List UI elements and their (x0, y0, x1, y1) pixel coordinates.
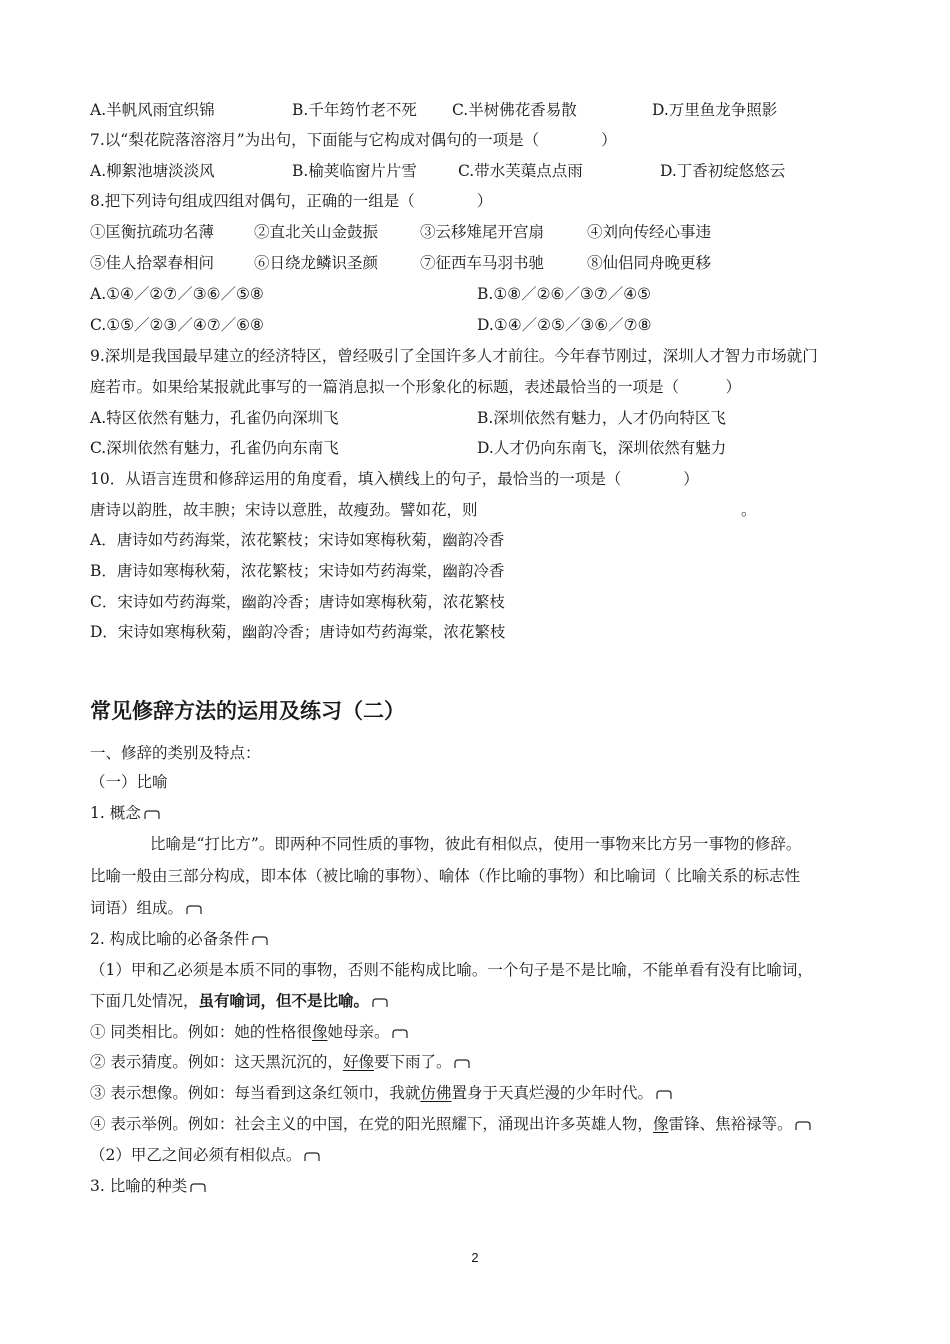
q10-stem: 10．从语言连贯和修辞运用的角度看，填入横线上的句子，最恰当的一项是（ ） (90, 470, 699, 488)
q8-option-d: D.①④／②⑤／③⑥／⑦⑧ (477, 316, 652, 334)
q8-option-b: B.①⑧／②⑥／③⑦／④⑤ (477, 285, 651, 303)
concept-paragraph-line3 (90, 898, 202, 918)
condition1-emphasis: 虽有喻词，但不是比喻。 (198, 992, 370, 1010)
q7-option-c: C.带水芙蕖点点雨 (458, 162, 583, 180)
q7-stem: 7.以“梨花院落溶溶月”为出句，下面能与它构成对偶句的一项是（ ） (90, 131, 617, 149)
condition2-text: （2）甲乙之间必须有相似点。 (90, 1146, 302, 1164)
q10-option-c: C．宋诗如芍药海棠，幽韵冷香；唐诗如寒梅秋菊，浓花繁枝 (90, 593, 505, 611)
q7-option-d: D.丁香初绽悠悠云 (660, 162, 786, 180)
paragraph-mark-icon (795, 1120, 811, 1132)
paragraph-mark-icon (454, 1058, 470, 1070)
q9-stem-line2: 庭若市。如果给某报就此事写的一篇消息拟一个形象化的标题，表述最恰当的一项是（ ） (90, 378, 742, 396)
paragraph-mark-icon (372, 997, 388, 1009)
q9-option-d: D.人才仍向东南飞，深圳依然有魅力 (477, 439, 727, 457)
example-2 (90, 1052, 470, 1072)
q8-item-8: ⑧仙侣同舟晚更移 (587, 254, 712, 272)
condition1-line2-text: 下面几处情况， (90, 992, 199, 1010)
paragraph-mark-icon (186, 904, 202, 916)
q8-item-6: ⑥日绕龙鳞识圣颜 (254, 254, 379, 272)
q10-option-d: D．宋诗如寒梅秋菊，幽韵冷香；唐诗如芍药海棠，浓花繁枝 (90, 623, 506, 641)
q9-stem-line1: 9.深圳是我国最早建立的经济特区，曾经吸引了全国许多人才前往。今年春节刚过，深圳人才智力市场就门 (90, 347, 818, 365)
example-2-post: 要下雨了。 (373, 1053, 452, 1071)
q6-option-a: A.半帆风雨宜织锦 (90, 101, 215, 119)
paragraph-mark-icon (304, 1151, 320, 1163)
q8-option-a: A.①④／②⑦／③⑥／⑤⑧ (90, 285, 264, 303)
q7-option-b: B.榆荚临窗片片雪 (292, 162, 417, 180)
q7-option-a: A.柳絮池塘淡淡风 (90, 162, 215, 180)
example-4-post: 雷锋、焦裕禄等。 (668, 1115, 793, 1133)
concept-heading (90, 803, 160, 823)
q9-option-b: B.深圳依然有魅力，人才仍向特区飞 (477, 409, 726, 427)
example-3-pre: ③ 表示想像。例如：每当看到这条红领巾，我就 (90, 1084, 421, 1102)
example-2-keyword: 好像 (342, 1053, 374, 1071)
q8-item-5: ⑤佳人拾翠春相问 (90, 254, 215, 272)
condition1-line2 (90, 991, 388, 1011)
q8-stem: 8.把下列诗句组成四组对偶句，正确的一组是（ ） (90, 192, 493, 210)
subsection-metaphor-heading: （一）比喻 (90, 773, 168, 791)
example-1 (90, 1022, 408, 1042)
example-2-pre: ② 表示猜度。例如：这天黑沉沉的， (90, 1053, 343, 1071)
conditions-heading-text: 2. 构成比喻的必备条件 (90, 930, 250, 948)
example-3-post: 置身于天真烂漫的少年时代。 (451, 1084, 653, 1102)
types-heading (90, 1176, 206, 1196)
page-number: 2 (471, 1250, 479, 1265)
paragraph-mark-icon (144, 809, 160, 821)
example-3-keyword: 仿佛 (420, 1084, 452, 1102)
example-4 (90, 1114, 811, 1134)
condition1-line1: （1）甲和乙必须是本质不同的事物，否则不能构成比喻。一个句子是不是比喻，不能单看有没有比喻词， (90, 961, 813, 979)
paragraph-mark-icon (656, 1089, 672, 1101)
example-4-pre: ④ 表示举例。例如：社会主义的中国，在党的阳光照耀下，涌现出许多英雄人物， (90, 1115, 653, 1133)
q8-item-1: ①匡衡抗疏功名薄 (90, 223, 215, 241)
example-1-post: 她母亲。 (327, 1023, 390, 1041)
section-title: 常见修辞方法的运用及练习（二） (90, 699, 405, 723)
q6-option-d: D.万里鱼龙争照影 (652, 101, 778, 119)
q9-option-c: C.深圳依然有魅力，孔雀仍向东南飞 (90, 439, 339, 457)
section-category-heading: 一、修辞的类别及特点： (90, 744, 261, 762)
q9-option-a: A.特区依然有魅力，孔雀仍向深圳飞 (90, 409, 339, 427)
paragraph-mark-icon (190, 1182, 206, 1194)
q8-item-4: ④刘向传经心事违 (587, 223, 712, 241)
q6-option-b: B.千年筠竹老不死 (292, 101, 417, 119)
concept-paragraph-line3-text: 词语）组成。 (90, 899, 184, 917)
q8-item-7: ⑦征西车马羽书驰 (420, 254, 545, 272)
example-3 (90, 1083, 672, 1103)
q8-option-c: C.①⑤／②③／④⑦／⑥⑧ (90, 316, 264, 334)
q8-item-2: ②直北关山金鼓振 (254, 223, 379, 241)
concept-paragraph-line1: 比喻是“打比方”。即两种不同性质的事物，彼此有相似点，使用一事物来比方另一事物的修辞。 (150, 835, 802, 853)
q10-option-b: B．唐诗如寒梅秋菊，浓花繁枝；宋诗如芍药海棠，幽韵冷香 (90, 562, 505, 580)
q10-context: 唐诗以韵胜，故丰腴；宋诗以意胜，故瘦劲。譬如花，则 。 (90, 501, 757, 519)
conditions-heading (90, 929, 268, 949)
paragraph-mark-icon (392, 1028, 408, 1040)
condition2 (90, 1145, 320, 1165)
example-1-pre: ① 同类相比。例如：她的性格很 (90, 1023, 312, 1041)
example-4-keyword: 像 (652, 1115, 669, 1133)
paragraph-mark-icon (252, 935, 268, 947)
q10-option-a: A．唐诗如芍药海棠，浓花繁枝；宋诗如寒梅秋菊，幽韵冷香 (90, 531, 505, 549)
q6-option-c: C.半树佛花香易散 (452, 101, 577, 119)
concept-heading-text: 1. 概念 (90, 804, 141, 822)
example-1-keyword: 像 (311, 1023, 328, 1041)
concept-paragraph-line2: 比喻一般由三部分构成，即本体（被比喻的事物）、喻体（作比喻的事物）和比喻词（ 比喻关系的标志性 (90, 867, 801, 885)
q8-item-3: ③云移雉尾开宫扇 (420, 223, 545, 241)
types-heading-text: 3. 比喻的种类 (90, 1177, 188, 1195)
